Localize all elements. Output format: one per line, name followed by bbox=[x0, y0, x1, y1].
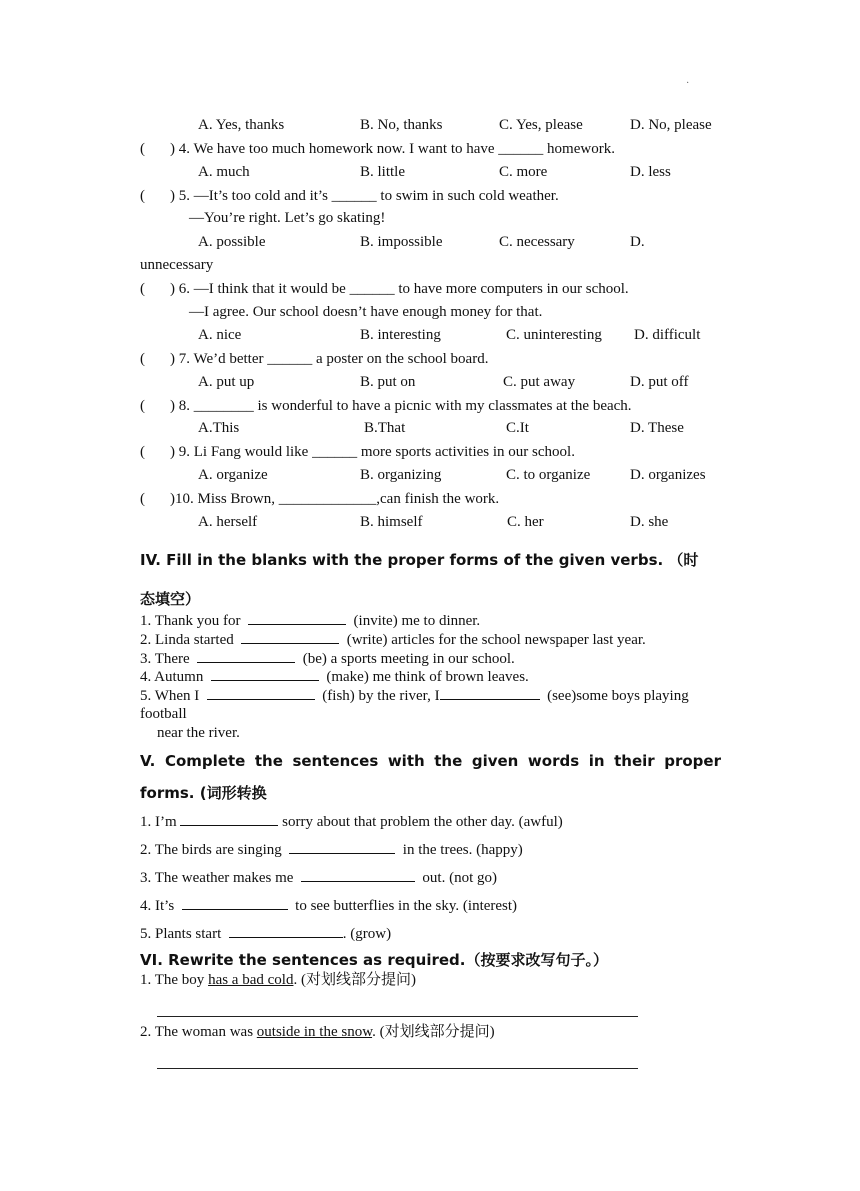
question-7: ( ) 7. We’d better ______ a poster on the school board. bbox=[140, 351, 489, 367]
list-item: 1. I’m sorry about that problem the other day. (awful) bbox=[140, 814, 563, 830]
list-item: 4. Autumn (make) me think of brown leaves. bbox=[140, 669, 529, 685]
list-item: 2. The birds are singing in the trees. (happy) bbox=[140, 842, 523, 858]
option-d: D. less bbox=[630, 164, 671, 180]
answer-blank[interactable] bbox=[248, 611, 346, 625]
option-c: C. put away bbox=[503, 374, 576, 390]
option-c: C. to organize bbox=[506, 467, 591, 483]
option-a: A. put up bbox=[198, 374, 255, 390]
option-b: B. impossible bbox=[360, 234, 443, 250]
question-9: ( ) 9. Li Fang would like ______ more sports activities in our school. bbox=[140, 444, 575, 460]
answer-blank[interactable] bbox=[207, 686, 315, 700]
option-d: D. These bbox=[630, 420, 684, 436]
option-a: A. nice bbox=[198, 327, 242, 343]
answer-line[interactable] bbox=[157, 1016, 638, 1017]
list-item: 1. Thank you for (invite) me to dinner. bbox=[140, 613, 481, 629]
option-b: B. interesting bbox=[360, 327, 441, 343]
page-mark: · bbox=[686, 78, 690, 89]
option-d: D. put off bbox=[630, 374, 689, 390]
option-a: A. organize bbox=[198, 467, 268, 483]
option-a: A. Yes, thanks bbox=[198, 117, 285, 133]
section-4-heading-cont: 态填空） bbox=[140, 590, 201, 608]
option-a: A. possible bbox=[198, 234, 266, 250]
option-a: A. herself bbox=[198, 514, 258, 530]
option-c: C. Yes, please bbox=[499, 117, 583, 133]
section-5-heading-cont: forms. (词形转换 bbox=[140, 784, 267, 802]
answer-blank[interactable] bbox=[301, 868, 415, 882]
answer-blank[interactable] bbox=[197, 649, 295, 663]
option-c: C. her bbox=[507, 514, 544, 530]
question-5: ( ) 5. —It’s too cold and it’s ______ to swim in such cold weather. bbox=[140, 188, 559, 204]
list-item: 3. The weather makes me out. (not go) bbox=[140, 870, 497, 886]
answer-blank[interactable] bbox=[229, 924, 343, 938]
list-item: 5. Plants start . (grow) bbox=[140, 926, 392, 942]
question-5-reply: —You’re right. Let’s go skating! bbox=[189, 210, 386, 226]
option-a: A. much bbox=[198, 164, 250, 180]
answer-blank[interactable] bbox=[180, 812, 278, 826]
list-item: 2. The woman was outside in the snow. (对划线部分提问) bbox=[140, 1024, 495, 1040]
question-4: ( ) 4. We have too much homework now. I want to have ______ homework. bbox=[140, 141, 615, 157]
section-4-heading: IV. Fill in the blanks with the proper forms of the given verbs. （时 bbox=[140, 551, 699, 569]
option-b: B. little bbox=[360, 164, 405, 180]
option-c: C. necessary bbox=[499, 234, 575, 250]
list-item: 2. Linda started (write) articles for the school newspaper last year. bbox=[140, 632, 646, 648]
list-item: 1. The boy has a bad cold. (对划线部分提问) bbox=[140, 972, 416, 988]
option-d: D. she bbox=[630, 514, 669, 530]
list-item-wrap: football bbox=[140, 706, 187, 722]
option-c: C.It bbox=[506, 420, 529, 436]
answer-blank[interactable] bbox=[211, 667, 319, 681]
list-item: 4. It’s to see butterflies in the sky. (interest) bbox=[140, 898, 518, 914]
option-d: D. organizes bbox=[630, 467, 706, 483]
option-a: A.This bbox=[198, 420, 240, 436]
question-6-reply: —I agree. Our school doesn’t have enough money for that. bbox=[189, 304, 543, 320]
question-10: ( )10. Miss Brown, _____________,can finish the work. bbox=[140, 491, 500, 507]
answer-blank[interactable] bbox=[241, 630, 339, 644]
list-item: 3. There (be) a sports meeting in our school. bbox=[140, 651, 515, 667]
option-b: B. put on bbox=[360, 374, 416, 390]
option-b: B.That bbox=[364, 420, 406, 436]
option-d: D. bbox=[630, 234, 645, 250]
answer-blank[interactable] bbox=[440, 686, 540, 700]
question-8: ( ) 8. ________ is wonderful to have a picnic with my classmates at the beach. bbox=[140, 398, 632, 414]
list-item: 5. When I (fish) by the river, I (see)some boys playing bbox=[140, 688, 689, 704]
option-b: B. No, thanks bbox=[360, 117, 443, 133]
answer-blank[interactable] bbox=[289, 840, 395, 854]
answer-blank[interactable] bbox=[182, 896, 288, 910]
option-b: B. himself bbox=[360, 514, 423, 530]
question-6: ( ) 6. —I think that it would be ______ to have more computers in our school. bbox=[140, 281, 629, 297]
section-6-heading: VI. Rewrite the sentences as required.（按要求改写句子。） bbox=[140, 951, 608, 969]
option-d: D. difficult bbox=[634, 327, 701, 343]
option-b: B. organizing bbox=[360, 467, 442, 483]
option-d-wrap: unnecessary bbox=[140, 257, 214, 273]
option-d: D. No, please bbox=[630, 117, 712, 133]
option-c: C. more bbox=[499, 164, 548, 180]
section-5-heading: V. Complete the sentences with the given words in their proper bbox=[140, 752, 721, 770]
list-item-wrap: near the river. bbox=[157, 725, 240, 741]
option-c: C. uninteresting bbox=[506, 327, 602, 343]
answer-line[interactable] bbox=[157, 1068, 638, 1069]
